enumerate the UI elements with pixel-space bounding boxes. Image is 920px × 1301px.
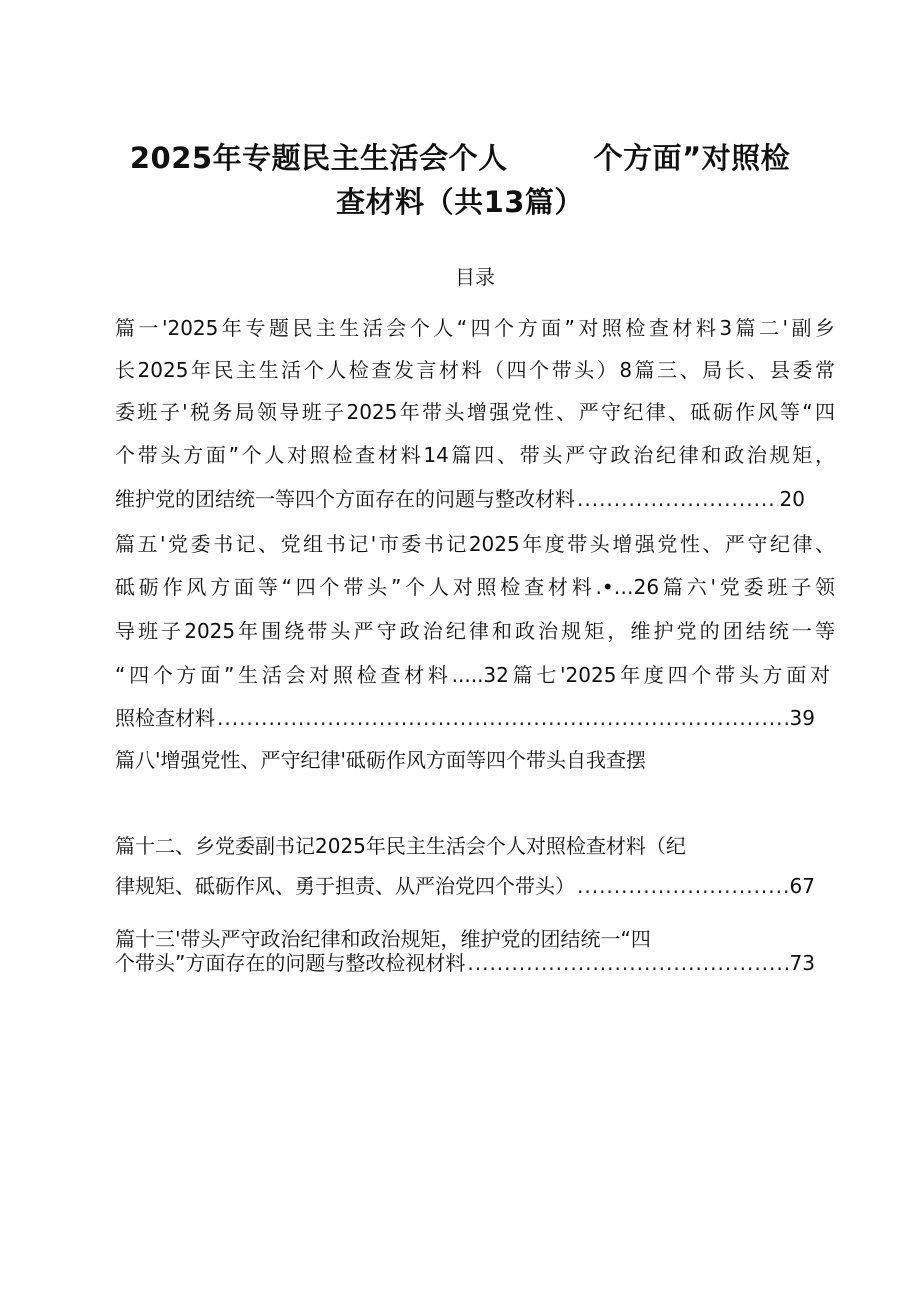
toc-entry-with-page <box>115 485 805 513</box>
toc-page-number: 67 <box>789 874 815 898</box>
toc-entry-text: 律规矩、砥砺作风、勇于担责、从严治党四个带头） <box>115 874 575 898</box>
toc-heading: 目录 <box>455 265 495 289</box>
toc-entry-text: 个带头”方面存在的问题与整改检视材料 <box>115 951 466 975</box>
toc-entry-with-page <box>115 872 815 900</box>
toc-entry-text: 维护党的团结统一等四个方面存在的问题与整改材料 <box>115 487 575 511</box>
title-line-1-right: 个方面”对照检 <box>593 141 791 175</box>
dot-leader <box>217 704 788 732</box>
document-title-line-2: 查材料（共13篇） <box>336 185 584 219</box>
toc-line: 篇十二、乡党委副书记2025年民主生活会个人对照检查材料（纪 <box>115 834 686 858</box>
toc-entry-with-page <box>115 949 815 977</box>
toc-line: 篇十三'带头严守政治纪律和政治规矩，维护党的团结统一“四 <box>115 927 651 951</box>
toc-line: 篇八'增强党性、严守纪律'砥砺作风方面等四个带头自我查摆 <box>115 748 646 772</box>
toc-line: 导班子2025年围绕带头严守政治纪律和政治规矩，维护党的团结统一等 <box>115 619 835 643</box>
toc-page-number: 73 <box>789 951 815 975</box>
toc-line: 长2025年民主生活个人检查发言材料（四个带头）8篇三、局长、县委常 <box>115 358 835 382</box>
toc-entry-with-page <box>115 704 815 732</box>
document-title-line-1 <box>110 138 810 178</box>
dot-leader <box>577 485 778 513</box>
toc-page-number: 39 <box>789 706 815 730</box>
toc-line: 篇五'党委书记、党组书记'市委书记2025年度带头增强党性、严守纪律、 <box>115 532 835 556</box>
toc-line: 个带头方面”个人对照检查材料14篇四、带头严守政治纪律和政治规矩， <box>115 443 835 467</box>
dot-leader <box>577 872 788 900</box>
toc-entry-text: 照检查材料 <box>115 706 215 730</box>
toc-line: 篇一'2025年专题民主生活会个人“四个方面”对照检查材料3篇二'副乡 <box>115 316 835 340</box>
dot-leader <box>467 949 787 977</box>
toc-line: 砥砺作风方面等“四个带头”个人对照检查材料.•…26篇六'党委班子领 <box>115 575 835 599</box>
title-line-1-left: 2025年专题民主生活会个人 <box>129 141 508 175</box>
toc-line: “四个方面”生活会对照检查材料.....32篇七'2025年度四个带头方面对 <box>115 663 830 687</box>
toc-line: 委班子'税务局领导班子2025年带头增强党性、严守纪律、砥砺作风等“四 <box>115 400 835 424</box>
toc-page-number: 20 <box>779 487 805 511</box>
